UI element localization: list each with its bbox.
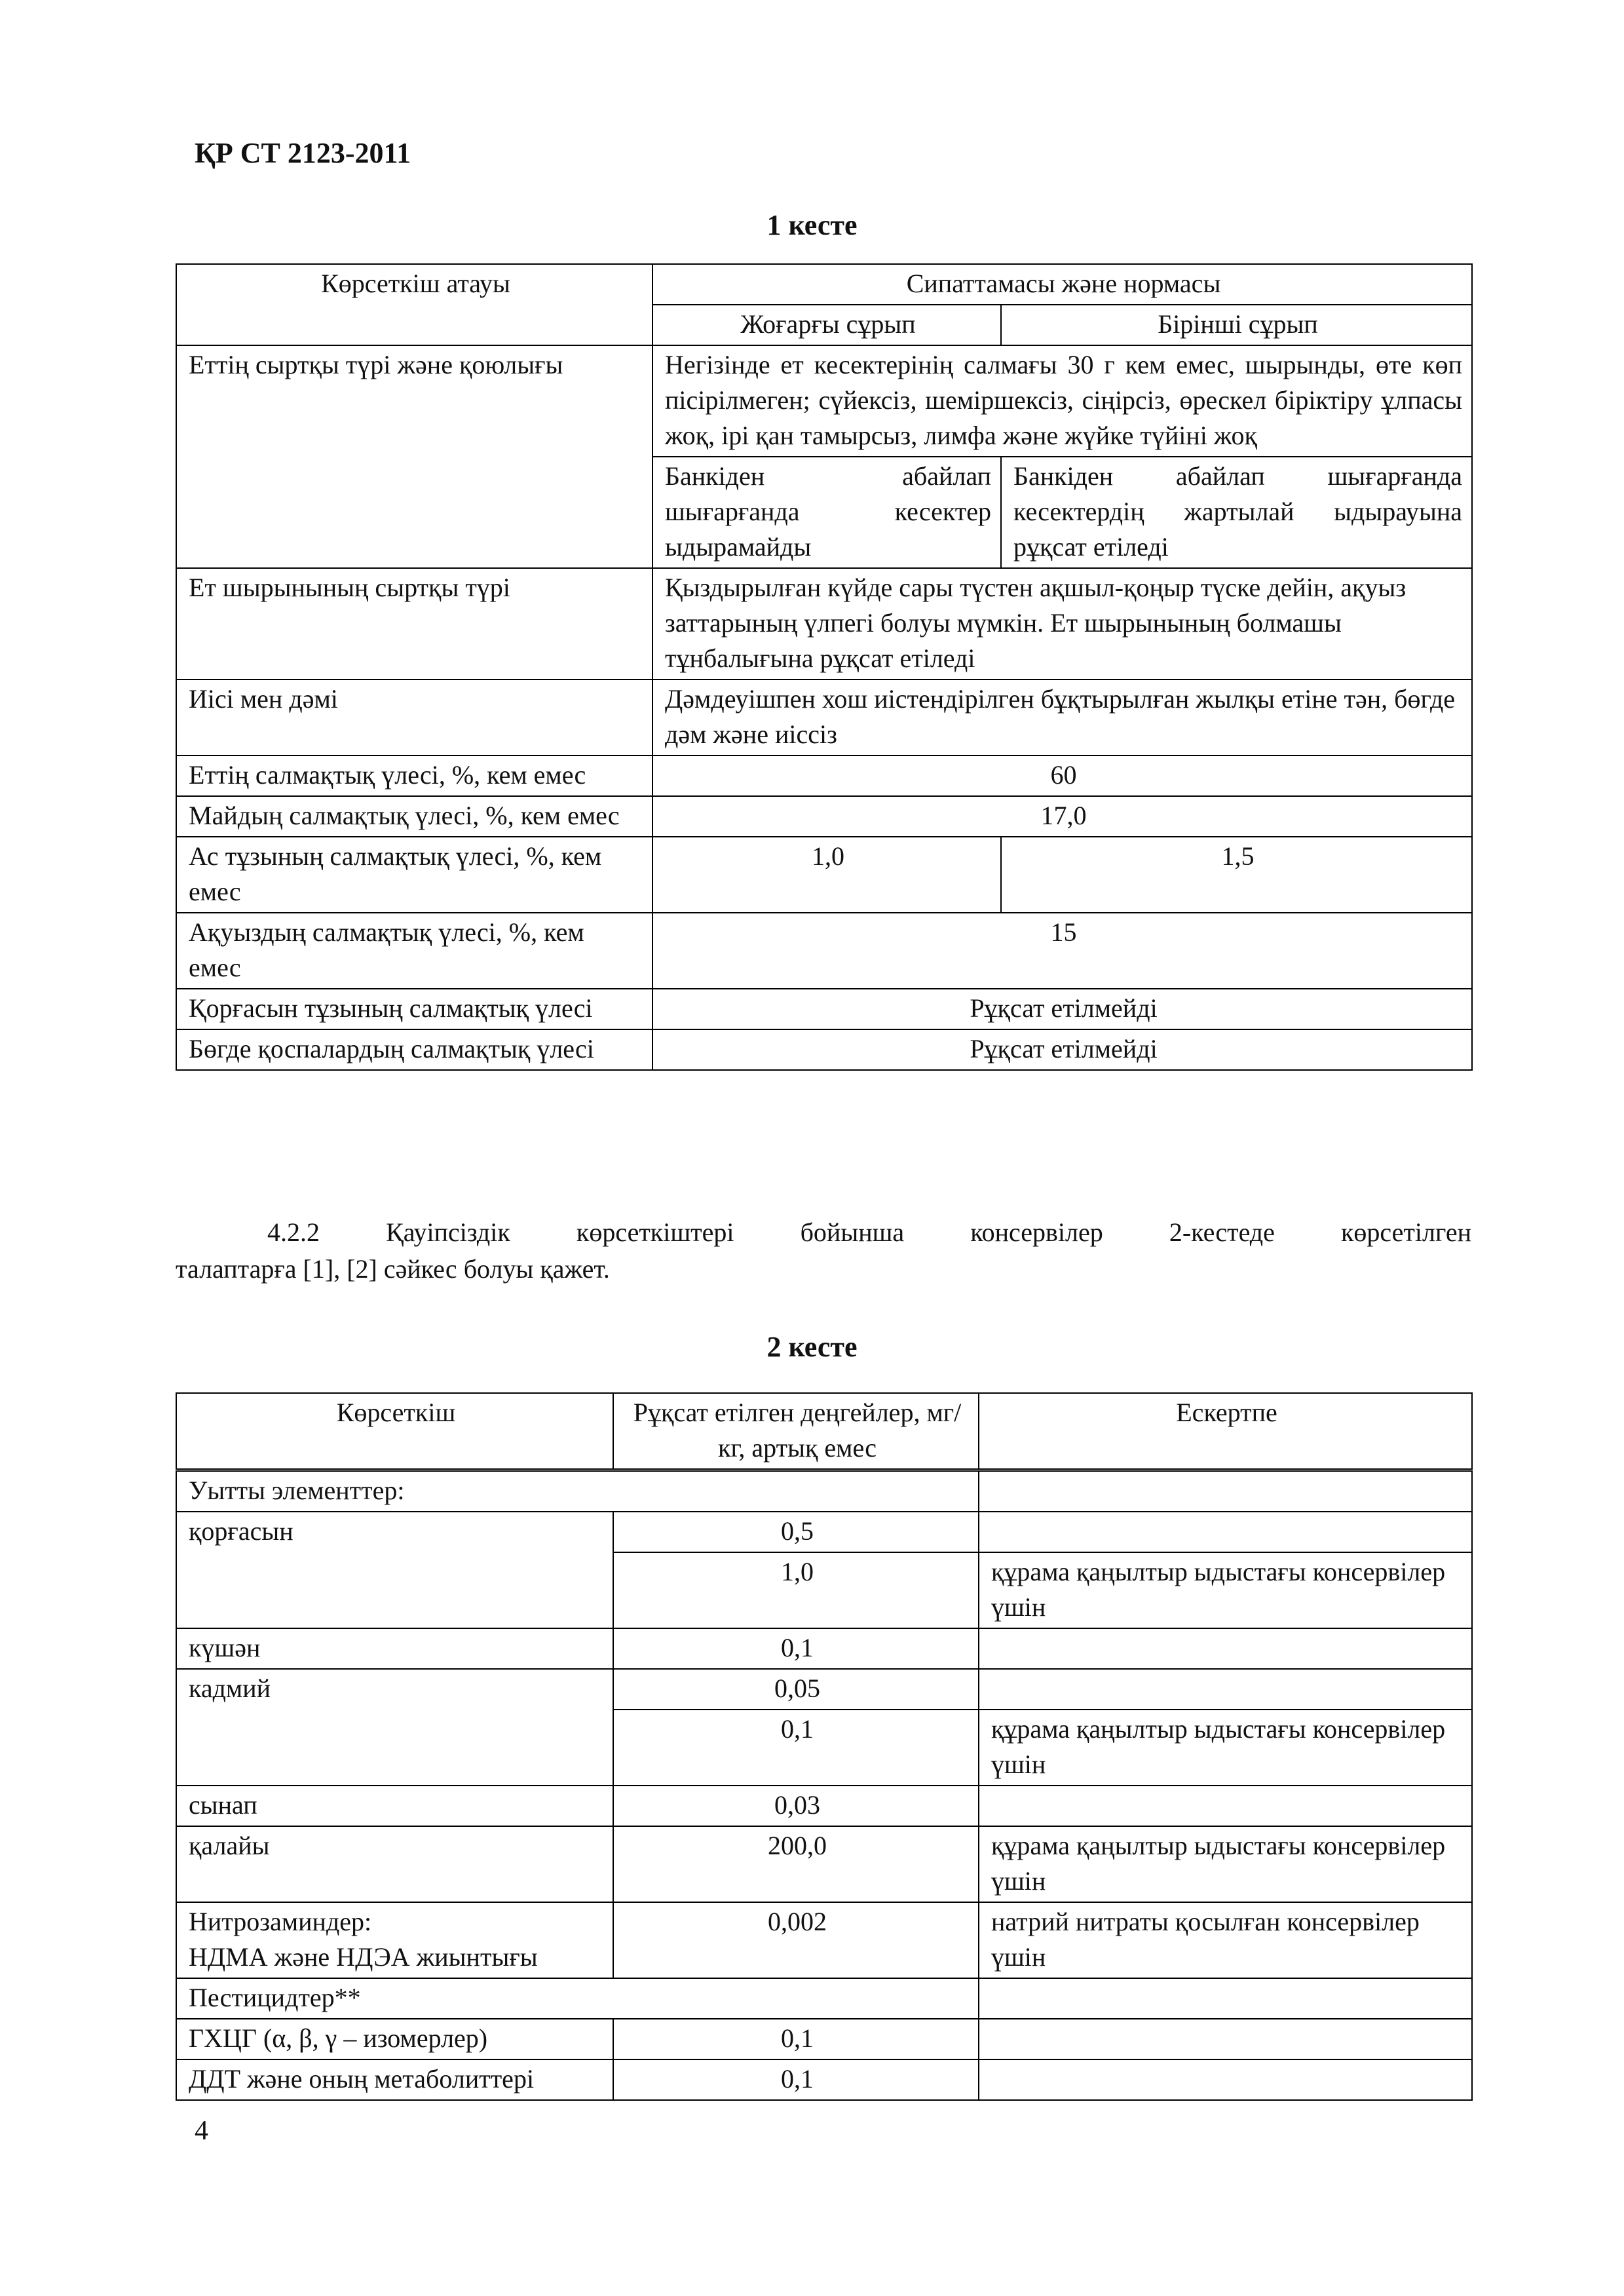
table-cell xyxy=(979,1669,1472,1710)
paragraph-line: 4.2.2 Қауіпсіздік көрсеткіштері бойынша консервілер 2-кестеде көрсетілген xyxy=(267,1217,1471,1247)
header-cell: Рұқсат етілген деңгейлер, мг/кг, артық емес xyxy=(613,1393,979,1470)
table-row xyxy=(176,989,1472,1029)
table-cell: ГХЦГ (α, β, γ – изомерлер) xyxy=(176,2019,613,2059)
table-row xyxy=(176,1029,1472,1070)
table-row xyxy=(176,1470,1472,1512)
table-cell: құрама қаңылтыр ыдыстағы консервілер үшін xyxy=(979,1552,1472,1628)
header-cell: Сипаттамасы және нормасы xyxy=(652,264,1472,305)
table-cell xyxy=(979,2059,1472,2100)
table-cell: натрий нитраты қосылған консервілер үшін xyxy=(979,1902,1472,1978)
table-cell: Ас тұзының салмақтық үлесі, %, кем емес xyxy=(176,837,652,913)
table-1 xyxy=(176,263,1473,1071)
table-cell xyxy=(979,1470,1472,1512)
table-row xyxy=(176,1628,1472,1669)
header-cell: Ескертпе xyxy=(979,1393,1472,1470)
table-cell: Банкіден абайлап шығарғанда кесектер ыдырамайды xyxy=(652,457,1001,568)
table-cell: Майдың салмақтық үлесі, %, кем емес xyxy=(176,796,652,837)
table-cell: құрама қаңылтыр ыдыстағы консервілер үшін xyxy=(979,1710,1472,1786)
document-code: ҚР СТ 2123-2011 xyxy=(195,137,411,169)
table-cell: Иісі мен дәмі xyxy=(176,679,652,756)
table-cell: Пестицидтер** xyxy=(176,1978,979,2019)
table-cell: 0,1 xyxy=(613,2059,979,2100)
nitrosamines-label: Нитрозаминдер: xyxy=(189,1907,372,1936)
table-row xyxy=(176,568,1472,679)
table-cell: Қорғасын тұзының салмақтық үлесі xyxy=(176,989,652,1029)
table-cell: 15 xyxy=(652,913,1472,989)
table-row xyxy=(176,1826,1472,1902)
table-cell: ДДТ және оның метаболиттері xyxy=(176,2059,613,2100)
table-row xyxy=(176,264,1472,305)
table-cell xyxy=(979,1512,1472,1552)
header-cell: Көрсеткіш атауы xyxy=(176,264,652,345)
table-cell: Дәмдеуішпен хош иістендірілген бұқтырылған жылқы етіне тән, бөгде дәм және иіссіз xyxy=(652,679,1472,756)
table-cell: 0,1 xyxy=(613,1710,979,1786)
table-row xyxy=(176,1512,1472,1552)
table-cell: Бөгде қоспалардың салмақтық үлесі xyxy=(176,1029,652,1070)
paragraph-4-2-2 xyxy=(176,1214,1471,1288)
table-cell: 17,0 xyxy=(652,796,1472,837)
table-row xyxy=(176,913,1472,989)
table-cell: Еттің салмақтық үлесі, %, кем емес xyxy=(176,756,652,796)
table-row xyxy=(176,679,1472,756)
table-cell: 0,03 xyxy=(613,1786,979,1826)
header-cell: Бірінші сұрып xyxy=(1001,305,1472,345)
table-cell: кадмий xyxy=(176,1669,613,1786)
table-cell: 1,0 xyxy=(613,1552,979,1628)
nitrosamines-sublabel: НДМА және НДЭА жиынтығы xyxy=(189,1942,538,1972)
table-row xyxy=(176,1393,1472,1470)
table-cell: 0,05 xyxy=(613,1669,979,1710)
header-cell: Жоғарғы сұрып xyxy=(652,305,1001,345)
table-cell: Ақуыздың салмақтық үлесі, %, кем емес xyxy=(176,913,652,989)
table-cell xyxy=(979,1978,1472,2019)
table-row xyxy=(176,2059,1472,2100)
table-2 xyxy=(176,1392,1473,2101)
table-cell: Қыздырылған күйде сары түстен ақшыл-қоңыр түске дейін, ақуыз заттарының үлпегі болуы мүмкін. Ет шырынының болмашы тұнбалығына рұқсат етіледі xyxy=(652,568,1472,679)
table-cell xyxy=(176,1902,613,1978)
table-row xyxy=(176,796,1472,837)
table-cell: Банкіден абайлап шығарғанда кесектердің жартылай ыдырауына рұқсат етіледі xyxy=(1001,457,1472,568)
table-cell: 1,5 xyxy=(1001,837,1472,913)
table-cell: 200,0 xyxy=(613,1826,979,1902)
table-cell: 0,5 xyxy=(613,1512,979,1552)
table-1-caption: 1 кесте xyxy=(766,209,858,241)
header-cell: Көрсеткіш xyxy=(176,1393,613,1470)
table-cell: құрама қаңылтыр ыдыстағы консервілер үшін xyxy=(979,1826,1472,1902)
table-row xyxy=(176,1669,1472,1710)
table-cell: сынап xyxy=(176,1786,613,1826)
table-cell: Уытты элементтер: xyxy=(176,1470,979,1512)
table-row xyxy=(176,2019,1472,2059)
table-row xyxy=(176,756,1472,796)
table-cell: Ет шырынының сыртқы түрі xyxy=(176,568,652,679)
table-2-caption: 2 кесте xyxy=(766,1331,858,1363)
table-cell: 0,002 xyxy=(613,1902,979,1978)
table-cell: 0,1 xyxy=(613,1628,979,1669)
table-cell: Негізінде ет кесектерінің салмағы 30 г кем емес, шырынды, өте көп пісірілмеген; сүйексіз, шеміршексіз, сіңірсіз, өрескел біріктіру ұлпасы жоқ, ірі қан тамырсыз, лимфа және жүйке түйіні жоқ xyxy=(652,345,1472,457)
table-cell: 0,1 xyxy=(613,2019,979,2059)
table-cell: қалайы xyxy=(176,1826,613,1902)
table-cell xyxy=(979,1786,1472,1826)
table-cell: 1,0 xyxy=(652,837,1001,913)
table-cell: күшән xyxy=(176,1628,613,1669)
table-row xyxy=(176,1786,1472,1826)
table-cell xyxy=(979,2019,1472,2059)
table-row xyxy=(176,1902,1472,1978)
table-cell xyxy=(979,1628,1472,1669)
table-cell: қорғасын xyxy=(176,1512,613,1628)
paragraph-line: талаптарға [1], [2] сәйкес болуы қажет. xyxy=(176,1254,610,1284)
table-cell: Еттің сыртқы түрі және қоюлығы xyxy=(176,345,652,568)
table-row xyxy=(176,837,1472,913)
table-row xyxy=(176,1978,1472,2019)
table-cell: Рұқсат етілмейді xyxy=(652,989,1472,1029)
table-cell: Рұқсат етілмейді xyxy=(652,1029,1472,1070)
page-number: 4 xyxy=(195,2116,208,2146)
table-row xyxy=(176,345,1472,457)
table-cell: 60 xyxy=(652,756,1472,796)
